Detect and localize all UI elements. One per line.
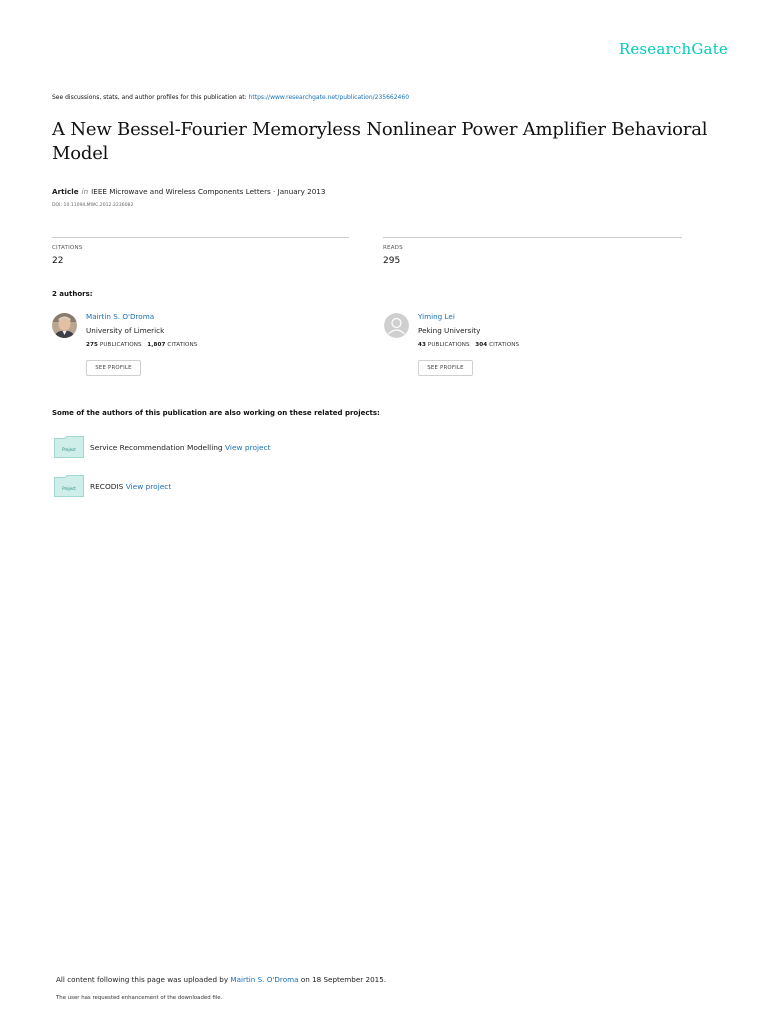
svg-text:Project: Project	[62, 447, 76, 452]
author-publications-count: 43	[418, 342, 426, 348]
author-stats	[418, 342, 519, 348]
in-word: in	[81, 187, 89, 196]
author-name-link[interactable]: Yiming Lei	[418, 312, 455, 321]
view-project-link[interactable]: View project	[225, 443, 271, 452]
enhancement-note: The user has requested enhancement of the downloaded file.	[56, 995, 223, 1001]
reads-divider	[383, 237, 682, 238]
related-projects-heading: Some of the authors of this publication are also working on these related projects:	[52, 409, 380, 417]
publication-meta	[52, 187, 325, 196]
reads-label: READS	[383, 245, 403, 251]
project-name: RECODIS	[90, 482, 124, 491]
discussion-line	[52, 94, 409, 101]
author-citations-count: 1,807	[147, 342, 166, 348]
author-avatar-photo[interactable]	[52, 313, 77, 338]
upload-note	[56, 975, 386, 984]
author-citations-count: 304	[475, 342, 488, 348]
project-name: Service Recommendation Modelling	[90, 443, 223, 452]
author-citations-label: CITATIONS	[489, 342, 520, 348]
upload-suffix: on 18 September 2015.	[300, 975, 387, 984]
publication-venue[interactable]: IEEE Microwave and Wireless Components Letters · January 2013	[91, 187, 326, 196]
author-citations-label: CITATIONS	[167, 342, 198, 348]
publication-doi: DOI: 10.1109/LMWC.2012.2236082	[52, 203, 134, 208]
see-profile-button[interactable]: SEE PROFILE	[418, 360, 473, 376]
project-item	[90, 482, 171, 491]
see-profile-button[interactable]: SEE PROFILE	[86, 360, 141, 376]
citations-value: 22	[52, 256, 64, 266]
author-avatar-placeholder-icon[interactable]	[384, 313, 409, 338]
view-project-link[interactable]: View project	[125, 482, 172, 491]
discussion-text: See discussions, stats, and author profiles for this publication at:	[52, 94, 247, 101]
project-folder-icon[interactable]	[54, 436, 84, 458]
citations-label: CITATIONS	[52, 245, 83, 251]
publication-type: Article	[52, 187, 79, 196]
uploader-link[interactable]: Mairtin S. O'Droma	[230, 975, 299, 984]
authors-heading: 2 authors:	[52, 290, 93, 298]
author-publications-label: PUBLICATIONS	[427, 342, 470, 348]
citations-divider	[52, 237, 349, 238]
author-name-link[interactable]: Mairtin S. O'Droma	[86, 312, 155, 321]
reads-value: 295	[383, 256, 401, 266]
project-folder-icon[interactable]	[54, 475, 84, 497]
project-item	[90, 443, 271, 452]
author-publications-label: PUBLICATIONS	[99, 342, 142, 348]
author-stats	[86, 342, 197, 348]
upload-prefix: All content following this page was uploaded by	[56, 975, 229, 984]
author-institution: University of Limerick	[86, 326, 165, 335]
svg-text:Project: Project	[62, 486, 76, 491]
researchgate-logo[interactable]: ResearchGate	[618, 40, 728, 58]
publication-url-link[interactable]: https://www.researchgate.net/publication/235662460	[248, 94, 410, 101]
publication-title: A New Bessel-Fourier Memoryless Nonlinear Power Amplifier Behavioral Model	[52, 119, 708, 164]
author-publications-count: 275	[86, 342, 98, 348]
author-institution: Peking University	[418, 326, 481, 335]
